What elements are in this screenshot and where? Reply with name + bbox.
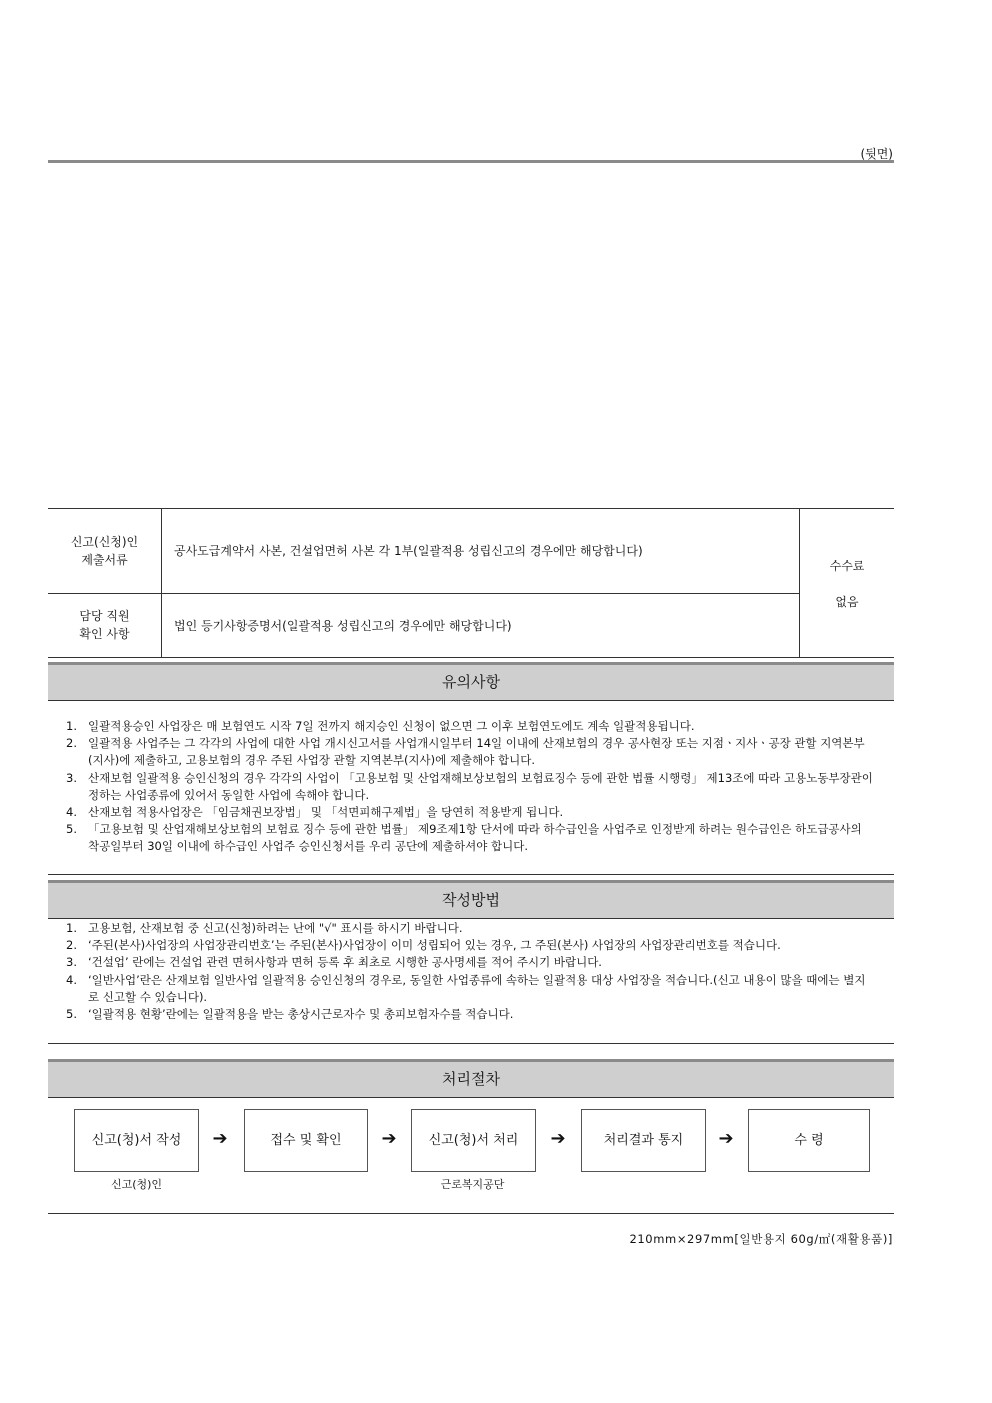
method-header: 작성방법 <box>48 880 894 919</box>
back-side-label: (뒷면) <box>860 147 893 161</box>
list-item: 4. ‘일반사업’란은 산재보험 일반사업 일괄적용 승인신청의 경우로, 동일한 사업종류에 속하는 일괄적용 대상 사업장을 적습니다.(신고 내용이 많을 때에는 별지로 신고할 수 있습니다). <box>66 972 866 1004</box>
fee-label: 수수료 <box>829 559 865 573</box>
notes-list <box>64 718 876 856</box>
submitted-docs-text: 공사도급계약서 사본, 건설업면허 사본 각 1부(일괄적용 성립신고의 경우에만 해당합니다) <box>174 544 643 558</box>
list-item: 2. ‘주된(본사)사업장의 사업장관리번호’는 주된(본사)사업장이 이미 성립되어 있는 경우, 그 주된(본사) 사업장의 사업장관리번호를 적습니다. <box>66 938 781 953</box>
process-step-write: 신고(청)서 작성 <box>74 1109 199 1172</box>
right-arrow-icon: ➔ <box>381 1128 397 1149</box>
method-bottom-rule <box>48 1043 894 1044</box>
list-item: 5. 「고용보험 및 산업재해보상보험의 보험료 징수 등에 관한 법률」 제9조제1항 단서에 따라 하수급인을 사업주로 인정받게 하려는 원수급인은 하도급공사의 착공일부터 30일 이내에 하수급인 사업주 승인신청서를 우리 공단에 제출하셔야 합니다. <box>66 822 862 854</box>
notes-bottom-rule <box>48 874 894 875</box>
process-step-notify: 처리결과 통지 <box>581 1109 706 1172</box>
list-item: 4. 산재보험 적용사업장은 「임금채권보장법」 및 「석면피해구제법」을 당연히 적용받게 됩니다. <box>66 805 564 820</box>
right-arrow-icon: ➔ <box>212 1128 228 1149</box>
paper-spec-footer: 210mm×297mm[일반용지 60g/㎡(재활용품)] <box>629 1232 893 1246</box>
method-list <box>64 920 876 1023</box>
notes-header: 유의사항 <box>48 662 894 701</box>
list-item: 3. ‘건설업’ 란에는 건설업 관련 면허사항과 면허 등록 후 최초로 시행한 공사명세를 적어 주시기 바랍니다. <box>66 955 602 970</box>
documents-table <box>48 508 894 658</box>
column-divider <box>161 509 162 657</box>
right-arrow-icon: ➔ <box>550 1128 566 1149</box>
list-item: 1. 고용보험, 산재보험 중 신고(신청)하려는 난에 "√" 표시를 하시기 바랍니다. <box>66 921 463 935</box>
top-divider <box>48 160 894 163</box>
list-item: 3. 산재보험 일괄적용 승인신청의 경우 각각의 사업이 「고용보험 및 산업재해보상보험의 보험료징수 등에 관한 법률 시행령」 제13조에 따라 고용노동부장관이 정하는 사업종류에 있어서 동일한 사업에 속해야 합니다. <box>66 770 873 802</box>
staff-check-header: 담당 직원 확인 사항 <box>79 609 130 641</box>
list-item: 2. 일괄적용 사업주는 그 각각의 사업에 대한 사업 개시신고서를 사업개시일부터 14일 이내에 산재보험의 경우 공사현장 또는 지점ㆍ지사ㆍ공장 관할 지역본부(지사)에 제출하고, 고용보험의 경우 주된 사업장 관할 지역본부(지사)에 제출해야 합니다. <box>66 736 865 768</box>
process-step-receive: 접수 및 확인 <box>244 1109 368 1172</box>
right-arrow-icon: ➔ <box>718 1128 734 1149</box>
row-divider <box>48 593 799 594</box>
process-step-receipt: 수 령 <box>748 1109 870 1172</box>
list-item: 1. 일괄적용승인 사업장은 매 보험연도 시작 7일 전까지 해지승인 신청이 없으면 그 이후 보험연도에도 계속 일괄적용됩니다. <box>66 719 695 733</box>
process-bottom-rule <box>48 1213 894 1214</box>
process-step-handle: 신고(청)서 처리 <box>411 1109 536 1172</box>
submitted-docs-header: 신고(신청)인 제출서류 <box>70 535 139 567</box>
column-divider <box>799 509 800 657</box>
list-item: 5. ‘일괄적용 현황’란에는 일괄적용을 받는 총상시근로자수 및 총피보험자수를 적습니다. <box>66 1007 514 1022</box>
fee-value: 없음 <box>835 595 859 609</box>
staff-check-text: 법인 등기사항증명서(일괄적용 성립신고의 경우에만 해당합니다) <box>174 619 512 633</box>
applicant-label: 신고(청)인 <box>110 1178 163 1191</box>
agency-label: 근로복지공단 <box>440 1178 505 1191</box>
process-header: 처리절차 <box>48 1059 894 1098</box>
